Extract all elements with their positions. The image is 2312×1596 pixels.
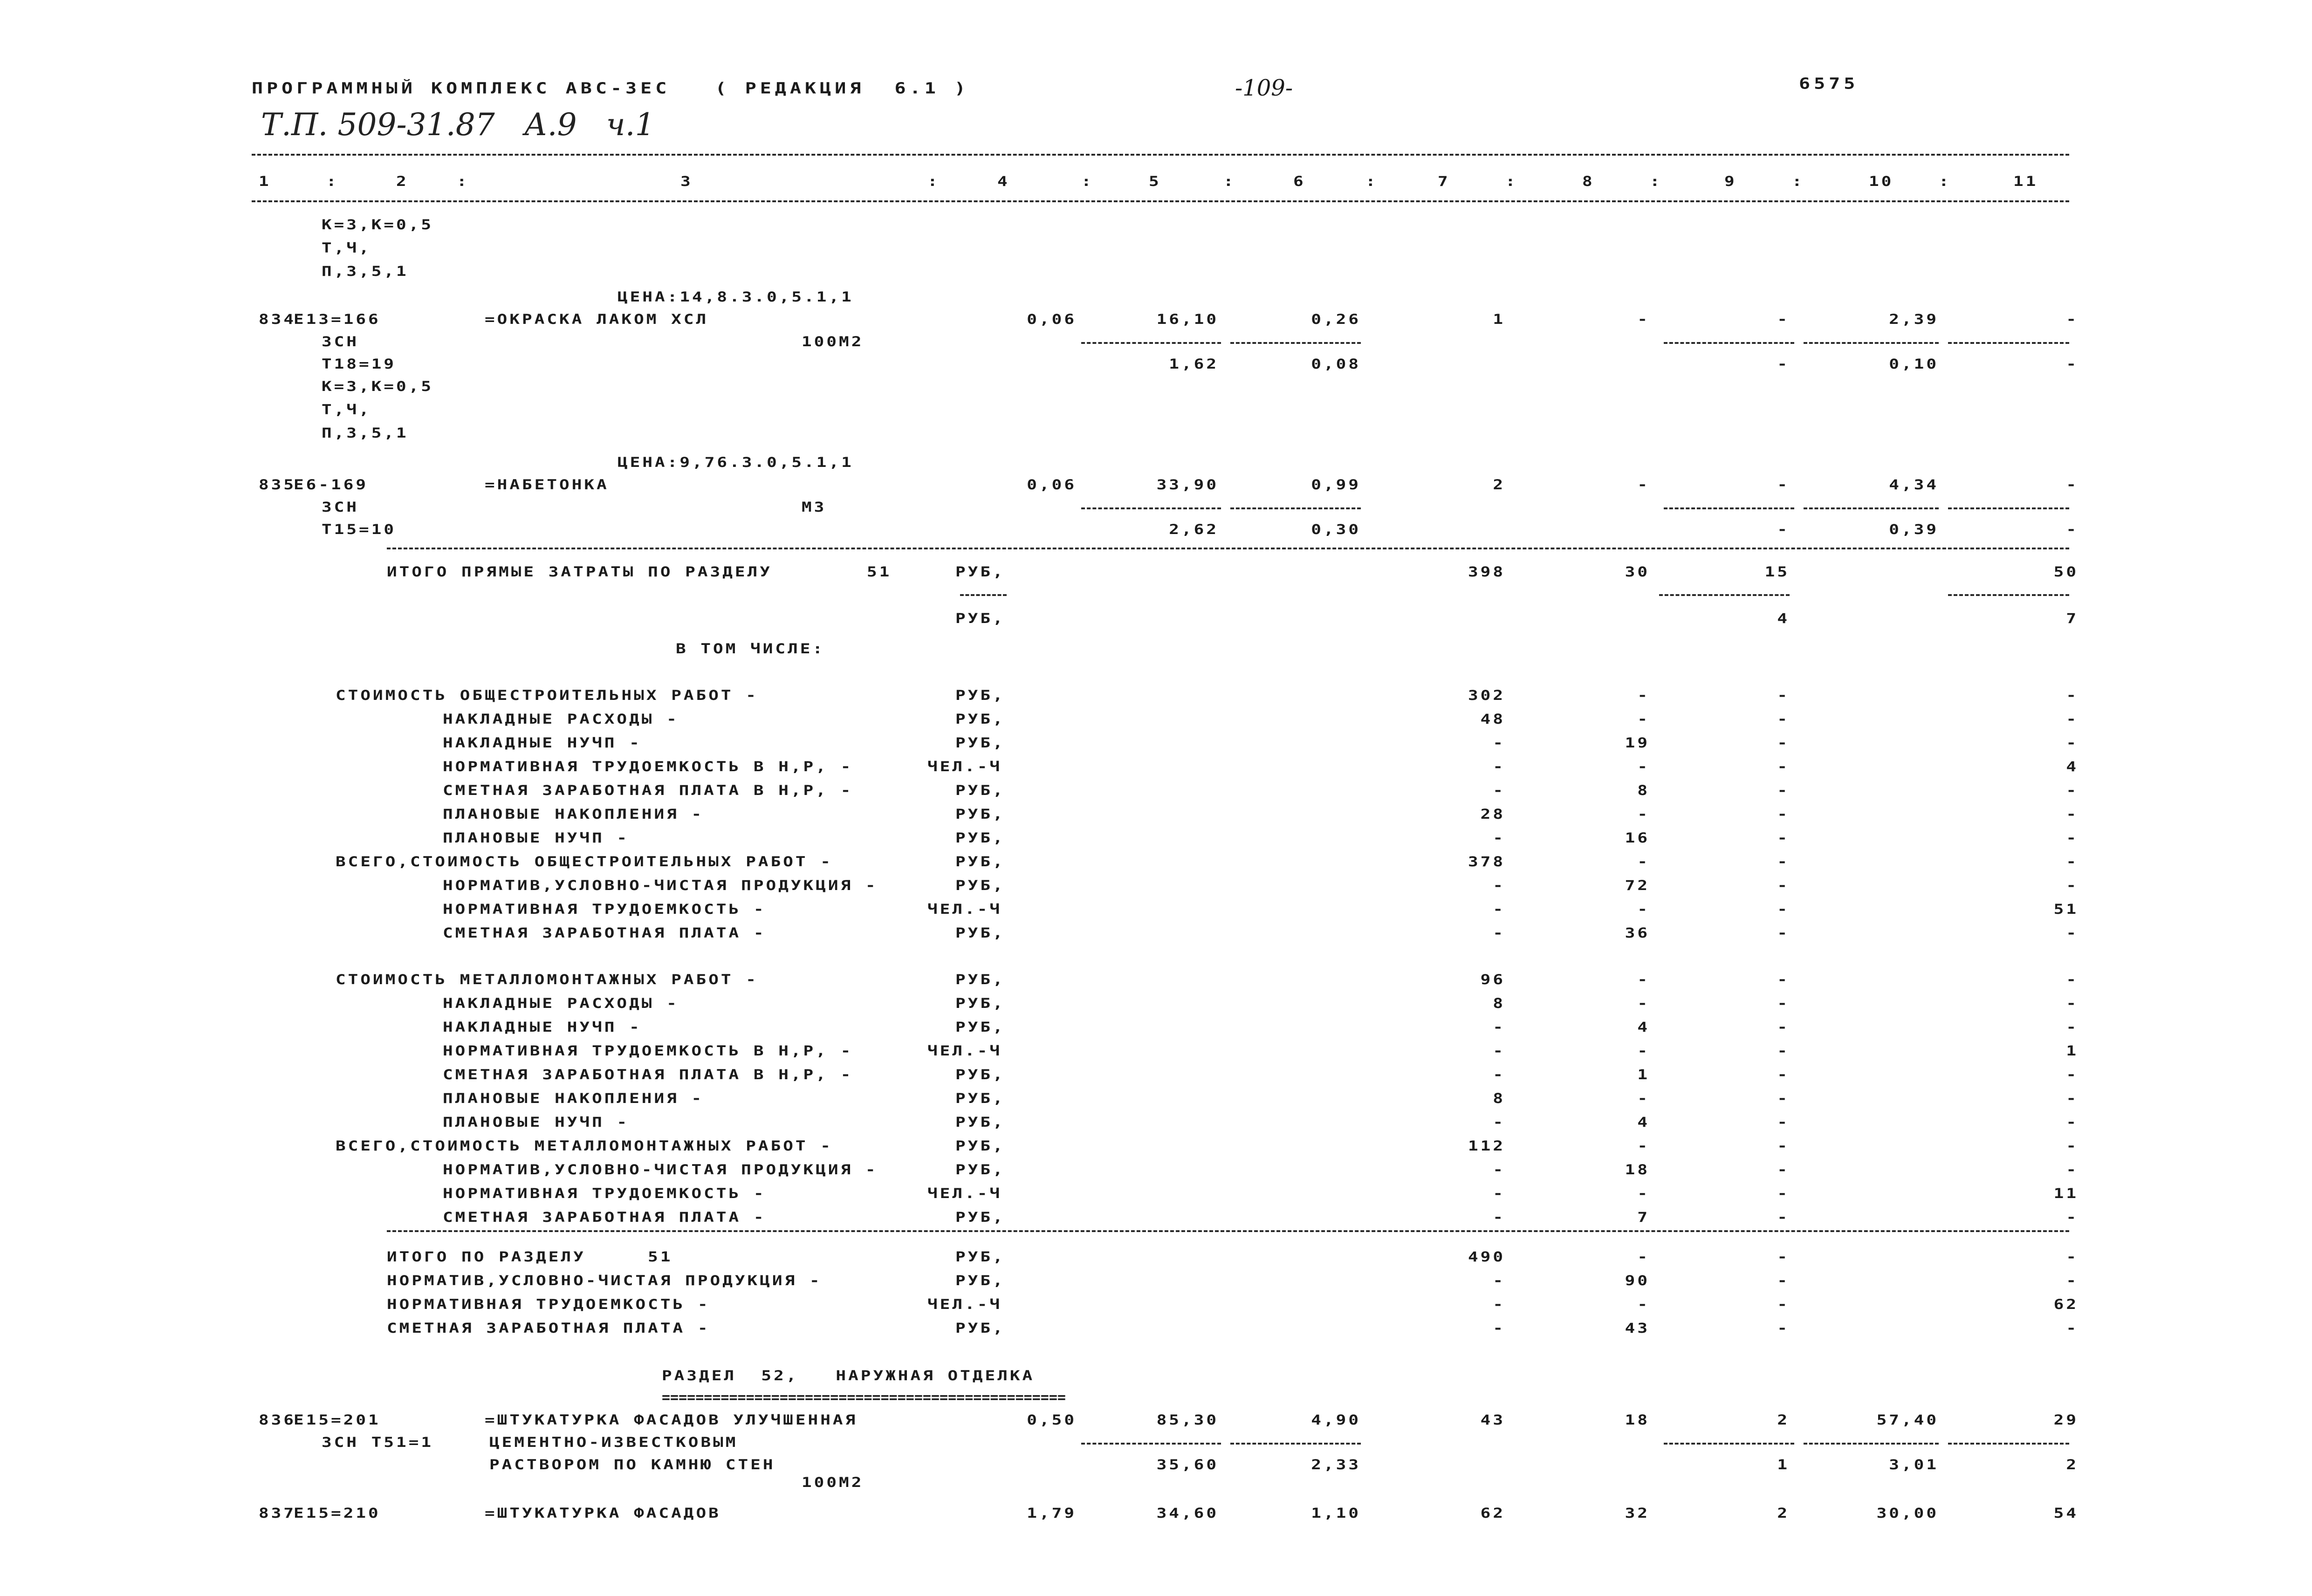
- item-unit: 100М2: [802, 1474, 864, 1491]
- cell-col8: 4: [1637, 1019, 1650, 1035]
- item-name-line: ЦЕМЕНТНО-ИЗВЕСТКОВЫМ: [489, 1434, 738, 1451]
- cell-unit-price: 33,90: [1156, 477, 1219, 493]
- summary-label: НОРМАТИВНАЯ ТРУДОЕМКОСТЬ В Н,Р, -: [443, 759, 853, 775]
- cell-col11: 4: [2066, 759, 2079, 775]
- summary-label: НОРМАТИВ,УСЛОВНО-ЧИСТАЯ ПРОДУКЦИЯ -: [443, 877, 878, 894]
- header-top-rule: [252, 154, 2069, 156]
- summary-label: СТОИМОСТЬ МЕТАЛЛОМОНТАЖНЫХ РАБОТ -: [336, 972, 758, 988]
- column-separator: :: [457, 173, 469, 190]
- cell-total: -: [1493, 1296, 1505, 1313]
- cell-separator: [1664, 507, 1794, 509]
- item-unit: М3: [802, 499, 827, 515]
- including-heading: В ТОМ ЧИСЛЕ:: [676, 641, 825, 657]
- cell-total: -: [1493, 782, 1505, 799]
- cell-col8: -: [1637, 1043, 1650, 1059]
- cell-unit-price: 85,30: [1156, 1412, 1219, 1428]
- cell-col9: -: [1777, 925, 1790, 941]
- cell-total: -: [1493, 1185, 1505, 1202]
- handwritten-project-code: Т.П. 509-31.87 А.9 ч.1: [261, 107, 655, 143]
- unit-label: ЧЕЛ.-Ч: [927, 1296, 1002, 1313]
- column-header-2: 2: [396, 173, 409, 190]
- cell-total: 43: [1480, 1412, 1505, 1428]
- cell-col9: -: [1777, 1114, 1790, 1130]
- cell-col9: -: [1777, 759, 1790, 775]
- cell-col9: -: [1777, 972, 1790, 988]
- cell-col11: -: [2066, 1209, 2079, 1226]
- cell-col11: -: [2066, 1273, 2079, 1289]
- cell-separator: [1230, 1443, 1361, 1445]
- item-number: 834: [259, 311, 296, 328]
- cell-col9: -: [1777, 1043, 1790, 1059]
- cell-col11-sub: -: [2066, 356, 2079, 372]
- cell-col11: -: [2066, 1162, 2079, 1178]
- section-title-underline: ================================================: [662, 1391, 1066, 1405]
- cell-col8: 19: [1625, 735, 1650, 751]
- unit-label: РУБ,: [955, 1273, 1005, 1289]
- cell-separator: [1230, 342, 1361, 344]
- cell-separator: [1659, 594, 1790, 596]
- cell-wages-machines: 0,08: [1311, 356, 1361, 372]
- cell-col10: 4,34: [1889, 477, 1939, 493]
- column-separator: :: [1223, 173, 1236, 190]
- unit-label: ЧЕЛ.-Ч: [927, 901, 1002, 918]
- unit-label: РУБ,: [955, 711, 1005, 727]
- column-separator: :: [1505, 173, 1518, 190]
- cell-col10-sub: 0,10: [1889, 356, 1939, 372]
- cell-col8: 4: [1637, 1114, 1650, 1130]
- cell-col10-sub: 3,01: [1889, 1457, 1939, 1473]
- cell-separator: [1948, 507, 2069, 509]
- cell-col8: 43: [1625, 1320, 1650, 1336]
- cell-col9: -: [1777, 1185, 1790, 1202]
- unit-label: ЧЕЛ.-Ч: [927, 1185, 1002, 1202]
- cell-quantity: 1,79: [1027, 1505, 1077, 1521]
- cell-quantity: 0,06: [1027, 477, 1077, 493]
- cell-col8: -: [1637, 311, 1650, 328]
- cell-col9: -: [1777, 1019, 1790, 1035]
- column-header-9: 9: [1724, 173, 1737, 190]
- item-sub-code: К=3,К=0,5: [322, 378, 434, 395]
- summary-label: ПЛАНОВЫЕ НАКОПЛЕНИЯ -: [443, 806, 704, 822]
- cell-col10-sub: 0,39: [1889, 521, 1939, 538]
- cell-total: -: [1493, 1114, 1505, 1130]
- cell-col8: -: [1637, 1138, 1650, 1154]
- cell-wages: 0,26: [1311, 311, 1361, 328]
- cell-col11-sub: 7: [2066, 610, 2079, 627]
- cell-col11: -: [2066, 711, 2079, 727]
- cell-wages-machines: 0,30: [1311, 521, 1361, 538]
- unit-label: РУБ,: [955, 1090, 1005, 1107]
- cell-col11: -: [2066, 782, 2079, 799]
- cell-wages: 0,99: [1311, 477, 1361, 493]
- item-sub-code: ЗСН Т51=1: [322, 1434, 434, 1451]
- item-name: =НАБЕТОНКА: [485, 477, 609, 493]
- unit-label: РУБ,: [955, 854, 1005, 870]
- item-sub-code: Т,Ч,: [322, 402, 371, 418]
- unit-label: РУБ,: [955, 972, 1005, 988]
- item-continuation-line: К=3,К=0,5: [322, 217, 434, 233]
- summary-label: НОРМАТИВ,УСЛОВНО-ЧИСТАЯ ПРОДУКЦИЯ -: [443, 1162, 878, 1178]
- cell-col9-sub: -: [1777, 521, 1790, 538]
- summary-label: ВСЕГО,СТОИМОСТЬ ОБЩЕСТРОИТЕЛЬНЫХ РАБОТ -: [336, 854, 833, 870]
- cell-col9: -: [1777, 311, 1790, 328]
- item-sub-code: ЗСН: [322, 334, 359, 350]
- cell-col8: 7: [1637, 1209, 1650, 1226]
- column-header-4: 4: [997, 173, 1010, 190]
- cell-total: 8: [1493, 995, 1505, 1012]
- column-separator: :: [1792, 173, 1804, 190]
- unit-label: РУБ,: [955, 735, 1005, 751]
- cell-col8: 30: [1625, 564, 1650, 580]
- cell-separator: [1230, 507, 1361, 509]
- cell-col11: -: [2066, 477, 2079, 493]
- unit-label: РУБ,: [955, 925, 1005, 941]
- sheet-number: 6575: [1799, 75, 1859, 93]
- cell-col9: -: [1777, 1296, 1790, 1313]
- column-header-8: 8: [1582, 173, 1595, 190]
- item-code: Е15=210: [294, 1505, 381, 1521]
- unit-label: РУБ,: [955, 1067, 1005, 1083]
- cell-col8: -: [1637, 806, 1650, 822]
- cell-col8: -: [1637, 1296, 1650, 1313]
- cell-total: -: [1493, 925, 1505, 941]
- summary-label: НОРМАТИВНАЯ ТРУДОЕМКОСТЬ -: [443, 1185, 766, 1202]
- cell-col9: -: [1777, 1162, 1790, 1178]
- cell-col8: 90: [1625, 1273, 1650, 1289]
- item-number: 837: [259, 1505, 296, 1521]
- column-separator: :: [1650, 173, 1662, 190]
- cell-separator: [1948, 594, 2069, 596]
- item-unit: 100М2: [802, 334, 864, 350]
- cell-col11: -: [2066, 995, 2079, 1012]
- cell-col11-sub: 2: [2066, 1457, 2079, 1473]
- cell-col11: 62: [2053, 1296, 2079, 1313]
- cell-wages: 1,10: [1311, 1505, 1361, 1521]
- item-sub-code: Т15=10: [322, 521, 397, 538]
- cell-separator: [960, 594, 1007, 596]
- cell-col8: 18: [1625, 1162, 1650, 1178]
- cell-col11: -: [2066, 1114, 2079, 1130]
- cell-separator: [1804, 1443, 1939, 1445]
- cell-col9: -: [1777, 1320, 1790, 1336]
- unit-label: РУБ,: [955, 1114, 1005, 1130]
- cell-col8: -: [1637, 1249, 1650, 1265]
- summary-label: НАКЛАДНЫЕ РАСХОДЫ -: [443, 711, 679, 727]
- column-header-7: 7: [1438, 173, 1450, 190]
- cell-col9-sub: -: [1777, 356, 1790, 372]
- summary-label: ВСЕГО,СТОИМОСТЬ МЕТАЛЛОМОНТАЖНЫХ РАБОТ -: [336, 1138, 833, 1154]
- cell-col11: -: [2066, 854, 2079, 870]
- cell-unit-price: 16,10: [1156, 311, 1219, 328]
- cell-separator: [1804, 342, 1939, 344]
- summary-label: ПЛАНОВЫЕ НУЧП -: [443, 1114, 630, 1130]
- direct-total-section: 51: [867, 564, 892, 580]
- cell-col8: 36: [1625, 925, 1650, 941]
- cell-col11: 50: [2053, 564, 2079, 580]
- summary-label: ПЛАНОВЫЕ НУЧП -: [443, 830, 630, 846]
- column-separator: :: [1365, 173, 1378, 190]
- column-separator: :: [1081, 173, 1094, 190]
- cell-col8: -: [1637, 759, 1650, 775]
- cell-col8: -: [1637, 901, 1650, 918]
- unit-label: РУБ,: [955, 1249, 1005, 1265]
- cell-col11: -: [2066, 972, 2079, 988]
- item-continuation-line: Т,Ч,: [322, 240, 371, 256]
- item-number: 835: [259, 477, 296, 493]
- column-header-11: 11: [2013, 173, 2038, 190]
- cell-total: 48: [1480, 711, 1505, 727]
- section-total-label: ИТОГО ПО РАЗДЕЛУ 51: [387, 1249, 673, 1265]
- cell-separator: [1081, 507, 1221, 509]
- cell-col9: -: [1777, 782, 1790, 799]
- cell-col9: 2: [1777, 1505, 1790, 1521]
- cell-col11: -: [2066, 1320, 2079, 1336]
- cell-total: 8: [1493, 1090, 1505, 1107]
- summary-label: НОРМАТИВНАЯ ТРУДОЕМКОСТЬ В Н,Р, -: [443, 1043, 853, 1059]
- cell-separator: [1948, 342, 2069, 344]
- summary-label: НОРМАТИВНАЯ ТРУДОЕМКОСТЬ -: [443, 901, 766, 918]
- cell-col8: -: [1637, 477, 1650, 493]
- cell-total: 2: [1493, 477, 1505, 493]
- cell-col8: -: [1637, 972, 1650, 988]
- cell-col9-sub: 4: [1777, 610, 1790, 627]
- cell-col11-sub: -: [2066, 521, 2079, 538]
- cell-unit-price-wages: 35,60: [1156, 1457, 1219, 1473]
- summary-label: НАКЛАДНЫЕ НУЧП -: [443, 735, 642, 751]
- cell-col8: -: [1637, 711, 1650, 727]
- cell-col10: 30,00: [1876, 1505, 1939, 1521]
- cell-col11: -: [2066, 1138, 2079, 1154]
- cell-col8: 32: [1625, 1505, 1650, 1521]
- program-title: ПРОГРАММНЫЙ КОМПЛЕКС АВС-3ЕС ( РЕДАКЦИЯ 6.1 ): [252, 80, 969, 97]
- cell-total: -: [1493, 759, 1505, 775]
- cell-total: -: [1493, 1162, 1505, 1178]
- summary-label: ПЛАНОВЫЕ НАКОПЛЕНИЯ -: [443, 1090, 704, 1107]
- cell-total: 62: [1480, 1505, 1505, 1521]
- cell-total: 1: [1493, 311, 1505, 328]
- item-continuation-line: П,3,5,1: [322, 263, 409, 280]
- cell-separator: [1804, 507, 1939, 509]
- cell-separator: [1664, 342, 1794, 344]
- cell-col9: -: [1777, 1249, 1790, 1265]
- item-sub-code: Т18=19: [322, 356, 397, 372]
- cell-total: -: [1493, 877, 1505, 894]
- cell-total: -: [1493, 1320, 1505, 1336]
- cell-col9: -: [1777, 711, 1790, 727]
- item-name-line: РАСТВОРОМ ПО КАМНЮ СТЕН: [489, 1457, 775, 1473]
- cell-unit-price: 34,60: [1156, 1505, 1219, 1521]
- cell-wages: 4,90: [1311, 1412, 1361, 1428]
- cell-col9: -: [1777, 1138, 1790, 1154]
- cell-unit-price-wages: 1,62: [1169, 356, 1219, 372]
- cell-total: 302: [1468, 687, 1505, 704]
- cell-col11: 29: [2053, 1412, 2079, 1428]
- unit-label: РУБ,: [955, 564, 1005, 580]
- cell-total: -: [1493, 1273, 1505, 1289]
- cell-total: -: [1493, 1209, 1505, 1226]
- cell-col11: 11: [2053, 1185, 2079, 1202]
- cell-total: 96: [1480, 972, 1505, 988]
- unit-label: РУБ,: [955, 877, 1005, 894]
- cell-total: -: [1493, 1019, 1505, 1035]
- cell-col11: -: [2066, 925, 2079, 941]
- cell-col8: 18: [1625, 1412, 1650, 1428]
- cell-col11: -: [2066, 877, 2079, 894]
- page-number: -109-: [1235, 75, 1293, 101]
- cell-col8: -: [1637, 854, 1650, 870]
- section-rule: [387, 1230, 2069, 1232]
- column-header-10: 10: [1869, 173, 1894, 190]
- unit-label: РУБ,: [955, 1138, 1005, 1154]
- section-rule: [387, 548, 2069, 549]
- cell-col10: 2,39: [1889, 311, 1939, 328]
- column-separator: :: [326, 173, 339, 190]
- summary-label: СТОИМОСТЬ ОБЩЕСТРОИТЕЛЬНЫХ РАБОТ -: [336, 687, 758, 704]
- cell-quantity: 0,50: [1027, 1412, 1077, 1428]
- cell-col8: 1: [1637, 1067, 1650, 1083]
- unit-label: РУБ,: [955, 1019, 1005, 1035]
- cell-col8: -: [1637, 995, 1650, 1012]
- cell-separator: [1081, 1443, 1221, 1445]
- cell-total: 28: [1480, 806, 1505, 822]
- cell-col9: 15: [1764, 564, 1790, 580]
- unit-label: РУБ,: [955, 1162, 1005, 1178]
- cell-col9: 2: [1777, 1412, 1790, 1428]
- cell-col9: -: [1777, 854, 1790, 870]
- section-title: РАЗДЕЛ 52, НАРУЖНАЯ ОТДЕЛКА: [662, 1368, 1035, 1384]
- cell-col11: -: [2066, 735, 2079, 751]
- cell-col9: -: [1777, 995, 1790, 1012]
- section-total-label: НОРМАТИВ,УСЛОВНО-ЧИСТАЯ ПРОДУКЦИЯ -: [387, 1273, 822, 1289]
- cell-total: 490: [1468, 1249, 1505, 1265]
- unit-label: РУБ,: [955, 1320, 1005, 1336]
- cell-separator: [1664, 1443, 1794, 1445]
- cell-col8: 8: [1637, 782, 1650, 799]
- cell-col9: -: [1777, 1067, 1790, 1083]
- cell-col8: 16: [1625, 830, 1650, 846]
- cell-col9: -: [1777, 1273, 1790, 1289]
- cell-col8: -: [1637, 687, 1650, 704]
- direct-total-label: ИТОГО ПРЯМЫЕ ЗАТРАТЫ ПО РАЗДЕЛУ: [387, 564, 772, 580]
- cell-col9: -: [1777, 1209, 1790, 1226]
- item-sub-code: ЗСН: [322, 499, 359, 515]
- cell-col11: 1: [2066, 1043, 2079, 1059]
- column-header-6: 6: [1293, 173, 1306, 190]
- header-bottom-rule: [252, 200, 2069, 202]
- cell-total: -: [1493, 830, 1505, 846]
- unit-label: РУБ,: [955, 995, 1005, 1012]
- summary-label: СМЕТНАЯ ЗАРАБОТНАЯ ПЛАТА В Н,Р, -: [443, 1067, 853, 1083]
- item-code: Е15=201: [294, 1412, 381, 1428]
- unit-label: РУБ,: [955, 782, 1005, 799]
- cell-col8: 72: [1625, 877, 1650, 894]
- item-name: =ОКРАСКА ЛАКОМ ХСЛ: [485, 311, 709, 328]
- item-number: 836: [259, 1412, 296, 1428]
- cell-col10: 57,40: [1876, 1412, 1939, 1428]
- unit-label: ЧЕЛ.-Ч: [927, 1043, 1002, 1059]
- item-name: =ШТУКАТУРКА ФАСАДОВ УЛУЧШЕННАЯ: [485, 1412, 858, 1428]
- cell-total: -: [1493, 1043, 1505, 1059]
- cell-separator: [1081, 342, 1221, 344]
- cell-col9: -: [1777, 830, 1790, 846]
- column-separator: :: [1939, 173, 1951, 190]
- cell-col11: -: [2066, 830, 2079, 846]
- cell-col9: -: [1777, 901, 1790, 918]
- unit-label: ЧЕЛ.-Ч: [927, 759, 1002, 775]
- section-total-label: СМЕТНАЯ ЗАРАБОТНАЯ ПЛАТА -: [387, 1320, 710, 1336]
- cell-total: 378: [1468, 854, 1505, 870]
- cell-col11: -: [2066, 1090, 2079, 1107]
- column-header-1: 1: [259, 173, 271, 190]
- summary-label: СМЕТНАЯ ЗАРАБОТНАЯ ПЛАТА В Н,Р, -: [443, 782, 853, 799]
- item-name: =ШТУКАТУРКА ФАСАДОВ: [485, 1505, 721, 1521]
- column-separator: :: [927, 173, 940, 190]
- price-formula: ЦЕНА:9,76.3.0,5.1,1: [617, 454, 854, 471]
- cell-col9-sub: 1: [1777, 1457, 1790, 1473]
- summary-label: СМЕТНАЯ ЗАРАБОТНАЯ ПЛАТА -: [443, 1209, 766, 1226]
- cell-col11: -: [2066, 806, 2079, 822]
- cell-total: 398: [1468, 564, 1505, 580]
- cell-col11: 51: [2053, 901, 2079, 918]
- cell-col8: -: [1637, 1090, 1650, 1107]
- cell-col9: -: [1777, 1090, 1790, 1107]
- cell-quantity: 0,06: [1027, 311, 1077, 328]
- cell-col11: 54: [2053, 1505, 2079, 1521]
- price-formula: ЦЕНА:14,8.3.0,5.1,1: [617, 289, 854, 305]
- unit-label: РУБ,: [955, 830, 1005, 846]
- cell-total: -: [1493, 1067, 1505, 1083]
- cell-separator: [1948, 1443, 2069, 1445]
- cell-col11: -: [2066, 1249, 2079, 1265]
- section-total-label: НОРМАТИВНАЯ ТРУДОЕМКОСТЬ -: [387, 1296, 710, 1313]
- summary-label: СМЕТНАЯ ЗАРАБОТНАЯ ПЛАТА -: [443, 925, 766, 941]
- cell-col9: -: [1777, 877, 1790, 894]
- cell-total: -: [1493, 901, 1505, 918]
- item-code: Е13=166: [294, 311, 381, 328]
- unit-label: РУБ,: [955, 687, 1005, 704]
- cell-unit-price-wages: 2,62: [1169, 521, 1219, 538]
- cell-col9: -: [1777, 687, 1790, 704]
- cell-total: -: [1493, 735, 1505, 751]
- summary-label: НАКЛАДНЫЕ НУЧП -: [443, 1019, 642, 1035]
- cell-col9: -: [1777, 806, 1790, 822]
- cell-col9: -: [1777, 735, 1790, 751]
- cell-col11: -: [2066, 1019, 2079, 1035]
- unit-label: РУБ,: [955, 1209, 1005, 1226]
- cell-col9: -: [1777, 477, 1790, 493]
- column-header-3: 3: [680, 173, 693, 190]
- unit-label: РУБ,: [955, 806, 1005, 822]
- cell-col11: -: [2066, 687, 2079, 704]
- cell-col11: -: [2066, 1067, 2079, 1083]
- item-sub-code: П,3,5,1: [322, 425, 409, 441]
- column-header-5: 5: [1149, 173, 1161, 190]
- cell-col11: -: [2066, 311, 2079, 328]
- summary-label: НАКЛАДНЫЕ РАСХОДЫ -: [443, 995, 679, 1012]
- cell-total: 112: [1468, 1138, 1505, 1154]
- item-code: Е6-169: [294, 477, 369, 493]
- cell-wages-machines: 2,33: [1311, 1457, 1361, 1473]
- unit-label: РУБ,: [955, 610, 1005, 627]
- cell-col8: -: [1637, 1185, 1650, 1202]
